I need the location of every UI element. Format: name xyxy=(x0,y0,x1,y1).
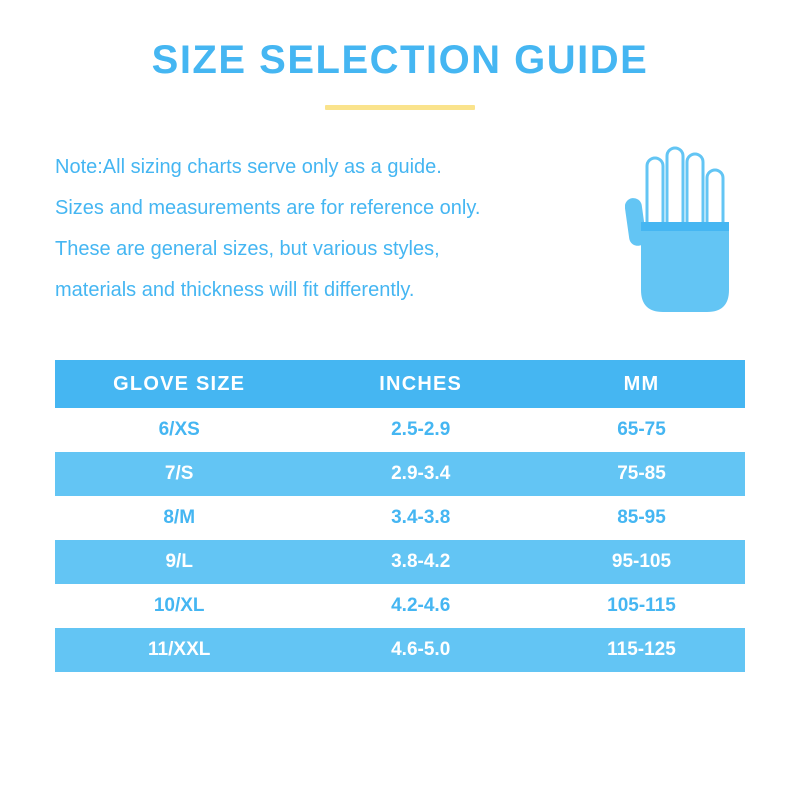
table-row xyxy=(55,584,745,628)
cell-inches: 4.2-4.6 xyxy=(303,584,538,628)
table-row xyxy=(55,496,745,540)
cell-mm: 115-125 xyxy=(538,628,745,672)
size-chart-table xyxy=(55,360,745,672)
table-row xyxy=(55,540,745,584)
cell-glove-size: 8/M xyxy=(55,496,303,540)
cell-glove-size: 9/L xyxy=(55,540,303,584)
intro-line: materials and thickness will fit differently. xyxy=(55,279,415,301)
cell-inches: 2.9-3.4 xyxy=(303,452,538,496)
cell-mm: 95-105 xyxy=(538,540,745,584)
title-underline-divider xyxy=(325,105,475,110)
intro-line: These are general sizes, but various styles, xyxy=(55,238,440,260)
table-body xyxy=(55,408,745,672)
page-title: SIZE SELECTION GUIDE xyxy=(151,38,649,82)
cell-glove-size: 7/S xyxy=(55,452,303,496)
column-header-inches: INCHES xyxy=(303,360,538,408)
cell-inches: 4.6-5.0 xyxy=(303,628,538,672)
glove-hand-icon xyxy=(625,140,745,325)
cell-inches: 2.5-2.9 xyxy=(303,408,538,452)
table-row xyxy=(55,408,745,452)
cell-mm: 65-75 xyxy=(538,408,745,452)
cell-mm: 85-95 xyxy=(538,496,745,540)
cell-mm: 105-115 xyxy=(538,584,745,628)
table-row xyxy=(55,628,745,672)
cell-inches: 3.8-4.2 xyxy=(303,540,538,584)
table-header-row xyxy=(55,360,745,408)
cell-glove-size: 11/XXL xyxy=(55,628,303,672)
cell-glove-size: 10/XL xyxy=(55,584,303,628)
cell-mm: 75-85 xyxy=(538,452,745,496)
cell-inches: 3.4-3.8 xyxy=(303,496,538,540)
table-row xyxy=(55,452,745,496)
intro-line: Note:All sizing charts serve only as a guide. xyxy=(55,156,442,178)
column-header-glove-size: GLOVE SIZE xyxy=(55,360,303,408)
intro-note xyxy=(55,155,615,319)
intro-line: Sizes and measurements are for reference only. xyxy=(55,197,481,219)
column-header-mm: MM xyxy=(538,360,745,408)
cell-glove-size: 6/XS xyxy=(55,408,303,452)
table-header xyxy=(55,360,745,408)
